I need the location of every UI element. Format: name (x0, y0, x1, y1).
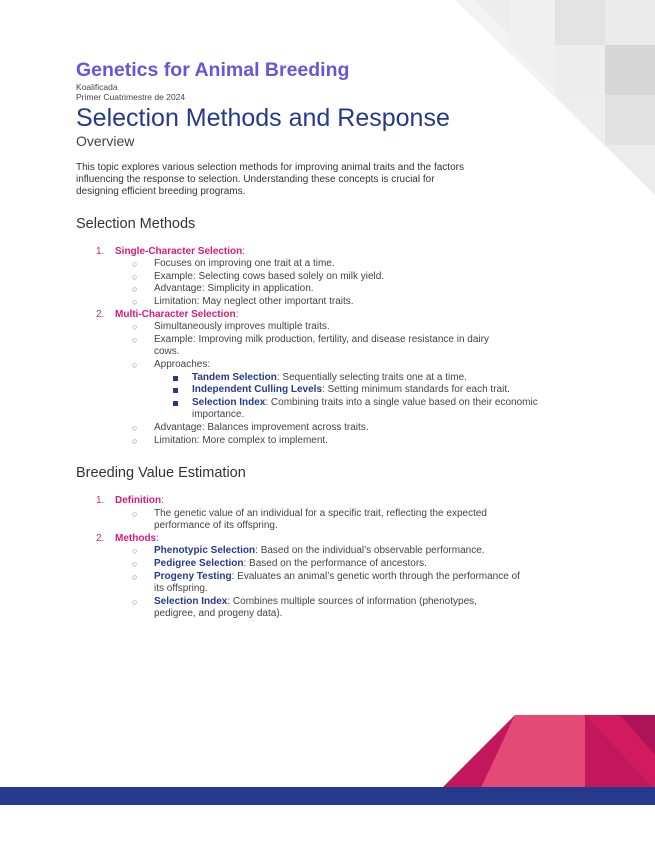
bullet-circle-icon: ○ (132, 508, 138, 519)
bullet-circle-icon: ○ (132, 359, 138, 370)
list-item (115, 258, 576, 271)
list-item (154, 384, 576, 397)
list-term: Progeny Testing (154, 570, 232, 582)
list-text: Advantage: Simplicity in application. (154, 283, 314, 295)
list-item (154, 397, 576, 422)
bullet-square-icon (173, 376, 178, 381)
list-item (76, 246, 576, 309)
list-term: Pedigree Selection (154, 558, 244, 570)
term: Primer Cuatrimestre de 2024 (76, 92, 186, 102)
list-term: Multi-Character Selection (115, 308, 236, 320)
selection-methods-heading: Selection Methods (76, 215, 196, 232)
breeding-value-heading: Breeding Value Estimation (76, 465, 246, 482)
list-term: Definition (115, 495, 162, 507)
selection-methods-list (76, 246, 576, 448)
bullet-circle-icon: ○ (132, 259, 138, 270)
list-item (115, 359, 576, 422)
list-text: : Combining traits into a single value based on their economic importance. (192, 396, 538, 421)
document-title: Selection Methods and Response (76, 104, 450, 132)
list-text: Approaches: (154, 358, 211, 370)
bullet-circle-icon: ○ (132, 571, 138, 582)
overview-heading: Overview (76, 133, 135, 149)
list-item (115, 558, 576, 571)
list-item (115, 545, 576, 558)
bullet-square-icon (173, 401, 178, 406)
list-text: : Based on the performance of ancestors. (243, 558, 427, 570)
list-number: 2. (96, 308, 105, 320)
list-item (76, 495, 576, 533)
list-item (76, 533, 576, 621)
list-number: 1. (96, 495, 105, 507)
list-term: Independent Culling Levels (192, 384, 323, 396)
list-text: Limitation: More complex to implement. (154, 434, 328, 446)
bullet-square-icon (173, 388, 178, 393)
list-item (115, 271, 576, 284)
sub-list (115, 258, 576, 308)
list-text: : Evaluates an animal’s genetic worth through the performance of its offspring. (154, 570, 520, 595)
list-text: Limitation: May neglect other important traits. (154, 295, 354, 307)
list-text: Example: Improving milk production, fertility, and disease resistance in dairy cows. (154, 333, 489, 358)
list-text: : Sequentially selecting traits one at a time. (276, 371, 467, 383)
list-item (115, 508, 576, 533)
corner-pink-decoration (440, 715, 655, 790)
list-text: Example: Selecting cows based solely on milk yield. (154, 270, 385, 282)
bullet-circle-icon: ○ (132, 559, 138, 570)
overview-paragraph: This topic explores various selection methods for improving animal traits and the factors influencing the response to selection. Understanding these concepts is crucial for designing efficient breeding programs. (76, 162, 464, 198)
bullet-circle-icon: ○ (132, 546, 138, 557)
list-item (115, 571, 576, 596)
list-item (115, 334, 576, 359)
list-item (154, 372, 576, 385)
sub-list (115, 545, 576, 621)
list-colon: : (235, 308, 239, 320)
list-term: Tandem Selection (192, 371, 277, 383)
sub-list (115, 321, 576, 447)
bullet-circle-icon: ○ (132, 296, 138, 307)
list-text: Simultaneously improves multiple traits. (154, 321, 330, 333)
bullet-circle-icon: ○ (132, 596, 138, 607)
document-body (76, 58, 576, 621)
list-item (115, 435, 576, 448)
sub-list (115, 508, 576, 533)
list-item (115, 422, 576, 435)
list-term: Single-Character Selection (115, 245, 243, 257)
list-text: : Combines multiple sources of information (phenotypes, pedigree, and progeny data). (154, 595, 477, 620)
bullet-circle-icon: ○ (132, 284, 138, 295)
list-colon: : (156, 532, 159, 544)
list-item (115, 283, 576, 296)
list-colon: : (161, 495, 164, 507)
course-title: Genetics for Animal Breeding (76, 59, 350, 81)
list-item (76, 309, 576, 448)
list-number: 1. (96, 245, 105, 257)
breeding-value-list (76, 495, 576, 621)
list-text: Advantage: Balances improvement across traits. (154, 421, 369, 433)
footer-bar (0, 787, 655, 805)
approaches-list (154, 372, 576, 422)
bullet-circle-icon: ○ (132, 334, 138, 345)
author: Koalificada (76, 82, 118, 92)
list-item (115, 596, 576, 621)
list-text: The genetic value of an individual for a specific trait, reflecting the expected performance of its offspring. (154, 507, 487, 532)
list-colon: : (242, 245, 246, 257)
bullet-circle-icon: ○ (132, 271, 138, 282)
bullet-circle-icon: ○ (132, 322, 138, 333)
bullet-circle-icon: ○ (132, 422, 138, 433)
list-text: Focuses on improving one trait at a time. (154, 258, 335, 270)
list-term: Methods (115, 532, 157, 544)
list-number: 2. (96, 532, 105, 544)
list-item (115, 296, 576, 309)
bullet-circle-icon: ○ (132, 435, 138, 446)
list-term: Selection Index (154, 595, 228, 607)
list-term: Phenotypic Selection (154, 545, 256, 557)
list-text: : Based on the individual’s observable performance. (255, 545, 485, 557)
list-text: : Setting minimum standards for each trait. (322, 384, 510, 396)
list-item (115, 321, 576, 334)
list-term: Selection Index (192, 396, 266, 408)
